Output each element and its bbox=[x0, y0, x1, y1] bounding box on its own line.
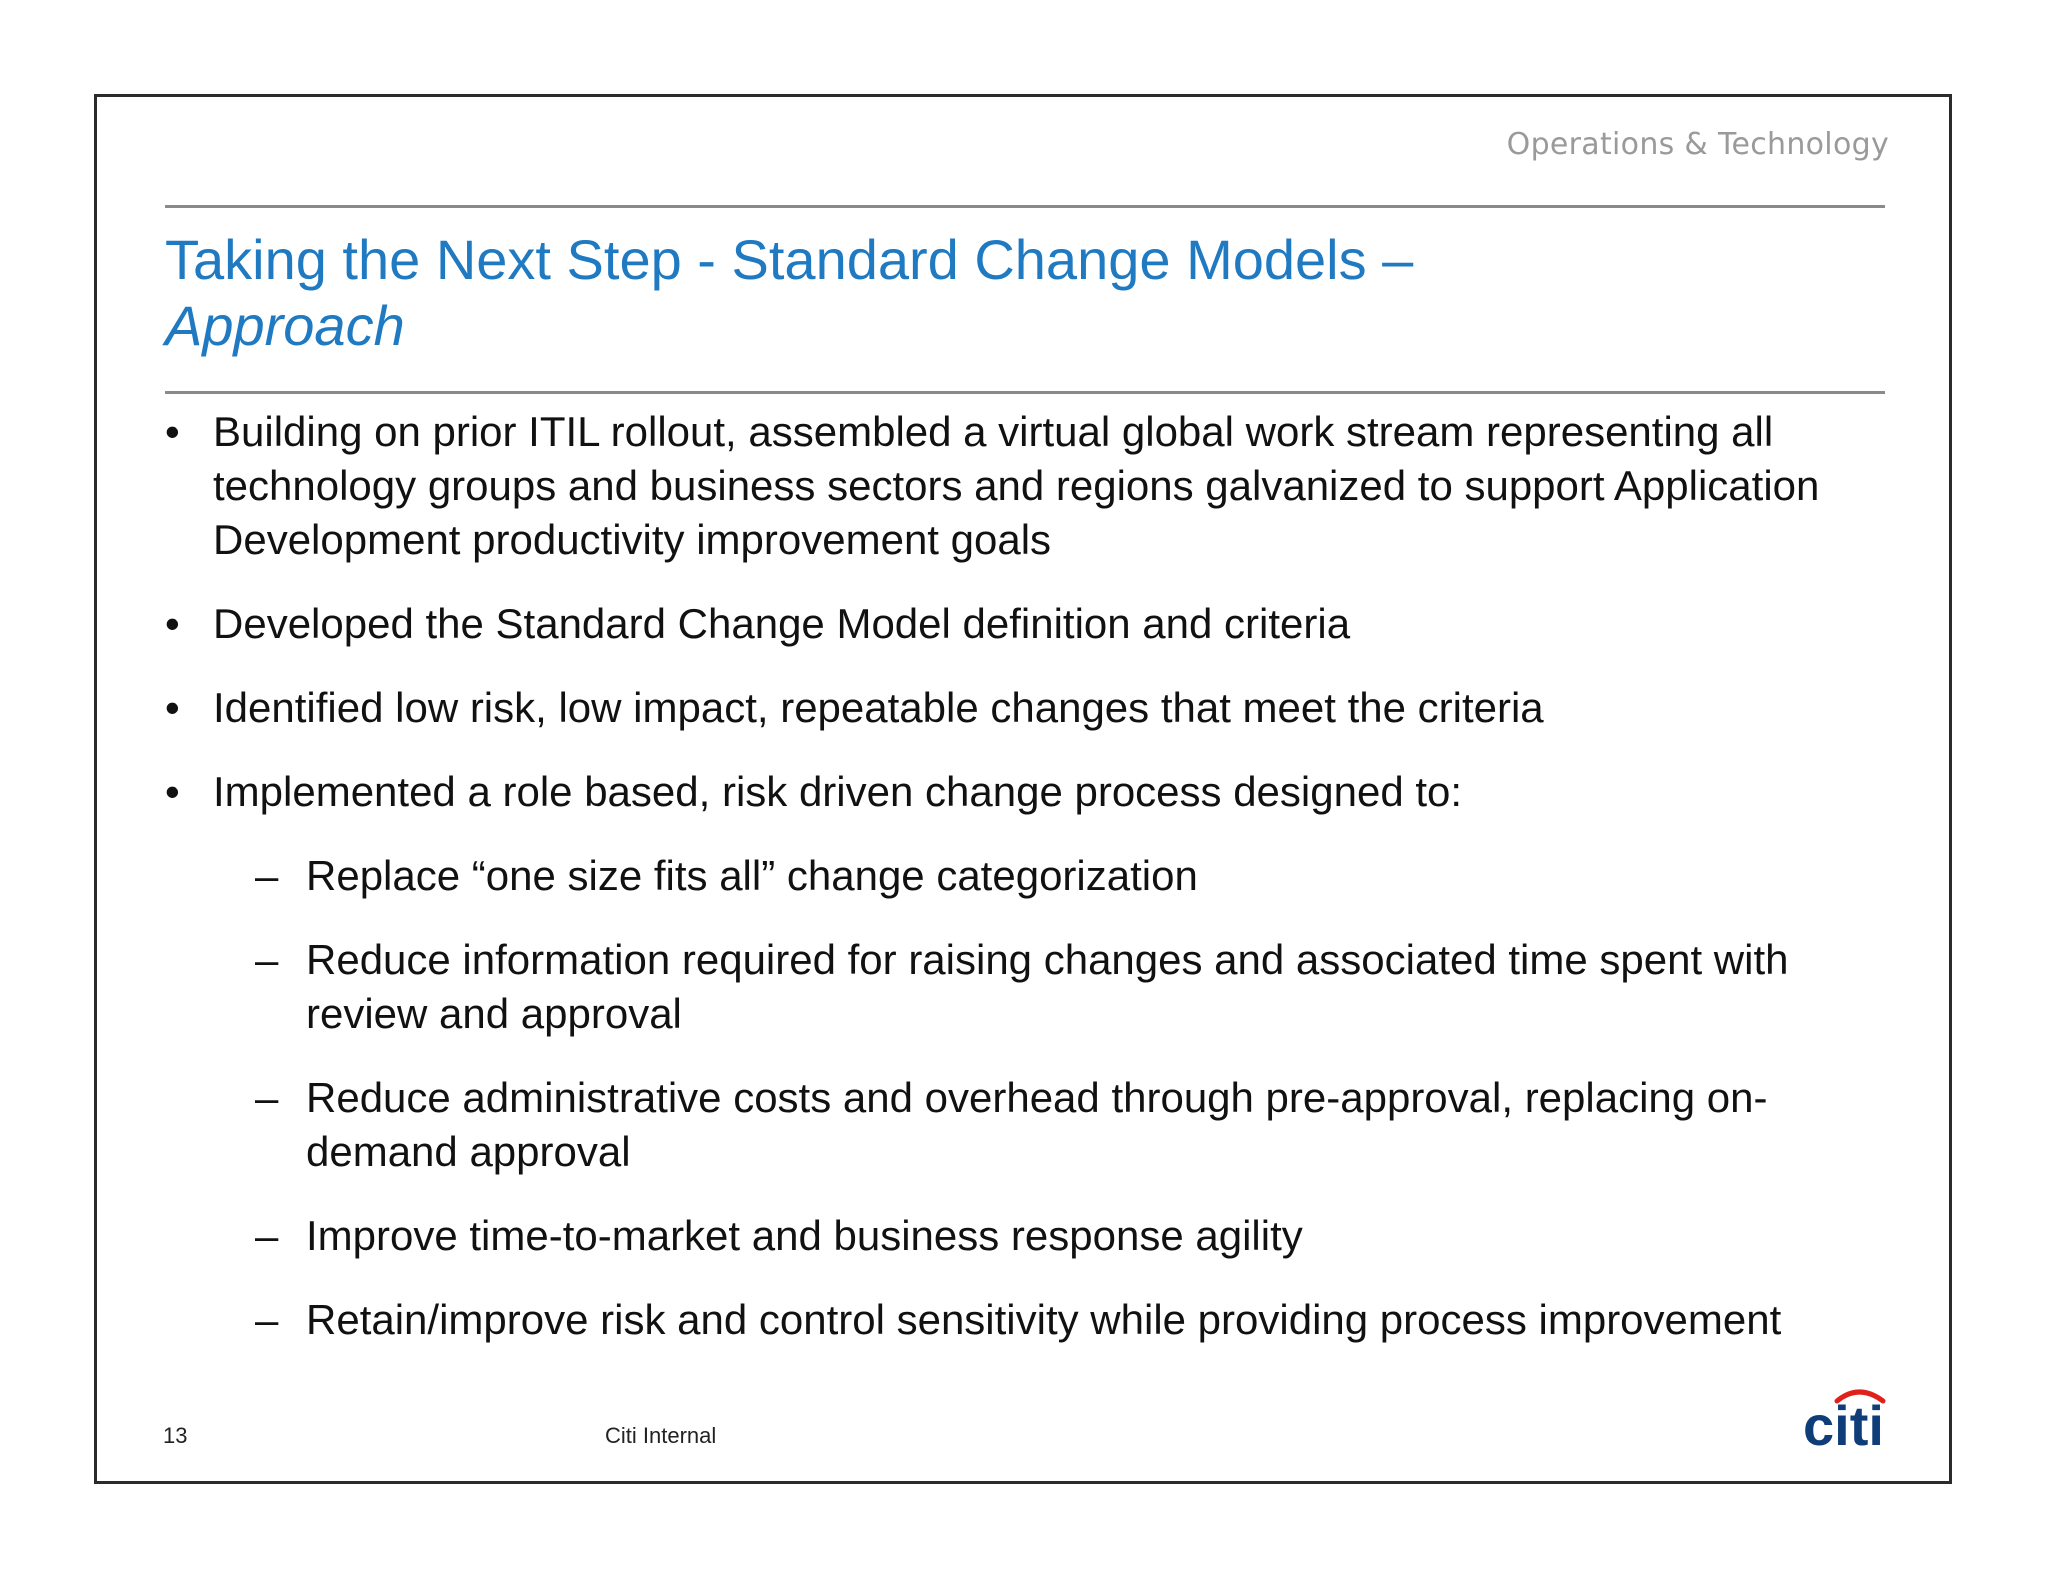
sub-bullet-item bbox=[165, 933, 1905, 1041]
dash-marker: – bbox=[255, 1074, 279, 1121]
title-bottom-rule bbox=[165, 391, 1885, 394]
logo-wordmark: citi bbox=[1803, 1394, 1884, 1451]
title-line-2: Approach bbox=[165, 294, 405, 357]
sub-bullet-item bbox=[165, 1209, 1905, 1263]
bullet-item bbox=[165, 405, 1905, 567]
bullet-item bbox=[165, 597, 1905, 651]
sub-bullet-text: Reduce administrative costs and overhead through pre-approval, replacing on-demand approval bbox=[306, 1074, 1768, 1175]
sub-bullet-text: Improve time-to-market and business response agility bbox=[306, 1212, 1303, 1259]
sub-bullet-text: Replace “one size fits all” change categorization bbox=[306, 852, 1198, 899]
bullet-text: Building on prior ITIL rollout, assembled a virtual global work stream representing all technology groups and business sectors and regions galvanized to support Application Development productivity improvement goals bbox=[213, 408, 1820, 563]
title-top-rule bbox=[165, 205, 1885, 208]
bullet-item bbox=[165, 681, 1905, 735]
bullet-text: Implemented a role based, risk driven change process designed to: bbox=[213, 768, 1463, 815]
bullet-list bbox=[165, 405, 1905, 1377]
page-number: 13 bbox=[163, 1423, 188, 1448]
dash-marker: – bbox=[255, 936, 279, 983]
sub-bullet-item bbox=[165, 849, 1905, 903]
dash-marker: – bbox=[255, 852, 279, 899]
dash-marker: – bbox=[255, 1296, 279, 1343]
sub-bullet-text: Retain/improve risk and control sensitivity while providing process improvement bbox=[306, 1296, 1782, 1343]
bullet-text: Identified low risk, low impact, repeatable changes that meet the criteria bbox=[213, 684, 1544, 731]
sub-bullet-item bbox=[165, 1071, 1905, 1179]
title-line-1: Taking the Next Step - Standard Change Models – bbox=[165, 228, 1414, 291]
sub-bullet-text: Reduce information required for raising changes and associated time spent with review and approval bbox=[306, 936, 1789, 1037]
bullet-marker: • bbox=[165, 600, 180, 647]
slide bbox=[94, 94, 1952, 1484]
citi-logo bbox=[1801, 1381, 1901, 1451]
slide-title bbox=[165, 227, 1865, 359]
sub-bullet-item bbox=[165, 1293, 1905, 1347]
bullet-text: Developed the Standard Change Model definition and criteria bbox=[213, 600, 1351, 647]
bullet-item bbox=[165, 765, 1905, 819]
classification-label: Citi Internal bbox=[605, 1423, 717, 1448]
bullet-marker: • bbox=[165, 768, 180, 815]
dash-marker: – bbox=[255, 1212, 279, 1259]
bullet-marker: • bbox=[165, 684, 180, 731]
org-header: Operations & Technology bbox=[1506, 127, 1889, 162]
bullet-marker: • bbox=[165, 408, 180, 455]
